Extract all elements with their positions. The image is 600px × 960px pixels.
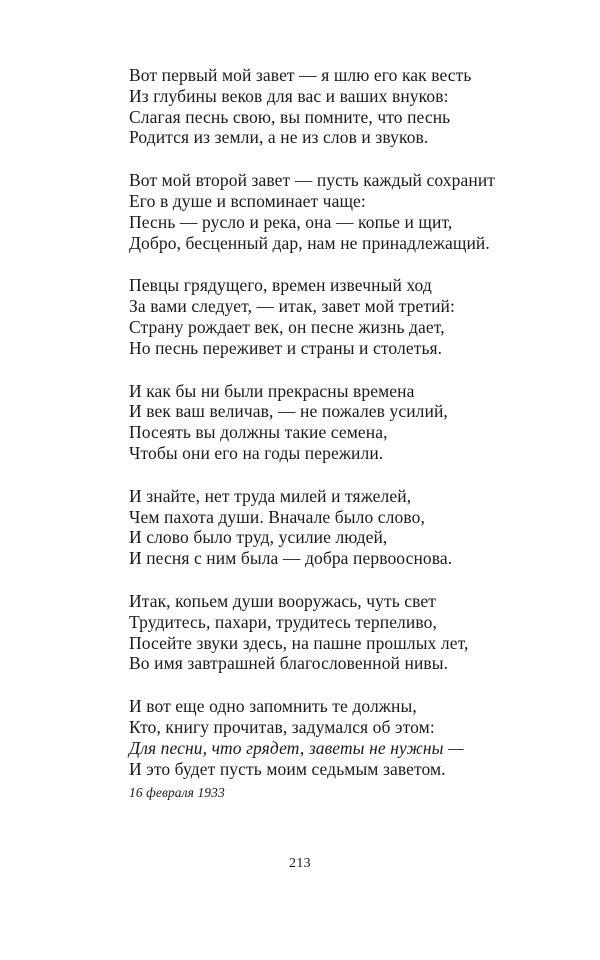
stanza-2 <box>129 170 549 253</box>
poem-line: Итак, копьем души вооружась, чуть свет <box>129 590 437 611</box>
poem-line: И песня с ним была — добра первооснова. <box>129 548 453 569</box>
poem-line-italic: Для песни, что грядет, заветы не нужны — <box>129 737 464 758</box>
poem-line: Кто, книгу прочитав, задумался об этом: <box>129 716 435 737</box>
poem-line: Вот первый мой завет — я шлю его как весть <box>129 65 472 85</box>
poem-line: Его в душе и вспоминает чаще: <box>129 190 366 211</box>
poem <box>129 65 549 801</box>
stanza-4 <box>129 381 549 464</box>
poem-line: И век ваш величав, — не пожалев усилий, <box>129 401 448 422</box>
poem-line: Из глубины веков для вас и ваших внуков: <box>129 85 449 106</box>
poem-line: Певцы грядущего, времен извечный ход <box>129 275 432 296</box>
stanza-3 <box>129 275 549 358</box>
poem-line: Но песнь переживет и страны и столетья. <box>129 337 443 358</box>
stanza-1 <box>129 65 549 148</box>
poem-line: Во имя завтрашней благословенной нивы. <box>129 653 449 674</box>
poem-line: Посеять вы должны такие семена, <box>129 422 388 443</box>
poem-line: Посейте звуки здесь, на пашне прошлых лет, <box>129 632 469 653</box>
poem-line: Слагая песнь свою, вы помните, что песнь <box>129 106 451 127</box>
stanza-7 <box>129 696 549 779</box>
poem-line: И это будет пусть моим седьмым заветом. <box>129 758 446 779</box>
poem-date: 16 февраля 1933 <box>129 785 225 801</box>
poem-line: И слово было труд, усилие людей, <box>129 527 388 548</box>
poem-line: Чтобы они его на годы пережили. <box>129 442 384 463</box>
poem-line: Вот мой второй завет — пусть каждый сохранит <box>129 170 496 191</box>
poem-line: Чем пахота души. Вначале было слово, <box>129 506 425 527</box>
stanza-5 <box>129 486 549 569</box>
poem-line: Трудитесь, пахари, трудитесь терпеливо, <box>129 611 437 632</box>
poem-line: И как бы ни были прекрасны времена <box>129 380 415 401</box>
poem-line: И вот еще одно запомнить те должны, <box>129 696 417 717</box>
poem-line: И знайте, нет труда милей и тяжелей, <box>129 485 412 506</box>
poem-line: Песнь — русло и река, она — копье и щит, <box>129 211 453 232</box>
poem-line: Родится из земли, а не из слов и звуков. <box>129 127 429 148</box>
poem-line: Добро, бесценный дар, нам не принадлежащий. <box>129 232 490 253</box>
poem-line: Страну рождает век, он песне жизнь дает, <box>129 316 445 337</box>
poem-line: За вами следует, — итак, завет мой третий: <box>129 296 455 317</box>
page-number: 213 <box>289 856 311 871</box>
stanza-6 <box>129 591 549 674</box>
